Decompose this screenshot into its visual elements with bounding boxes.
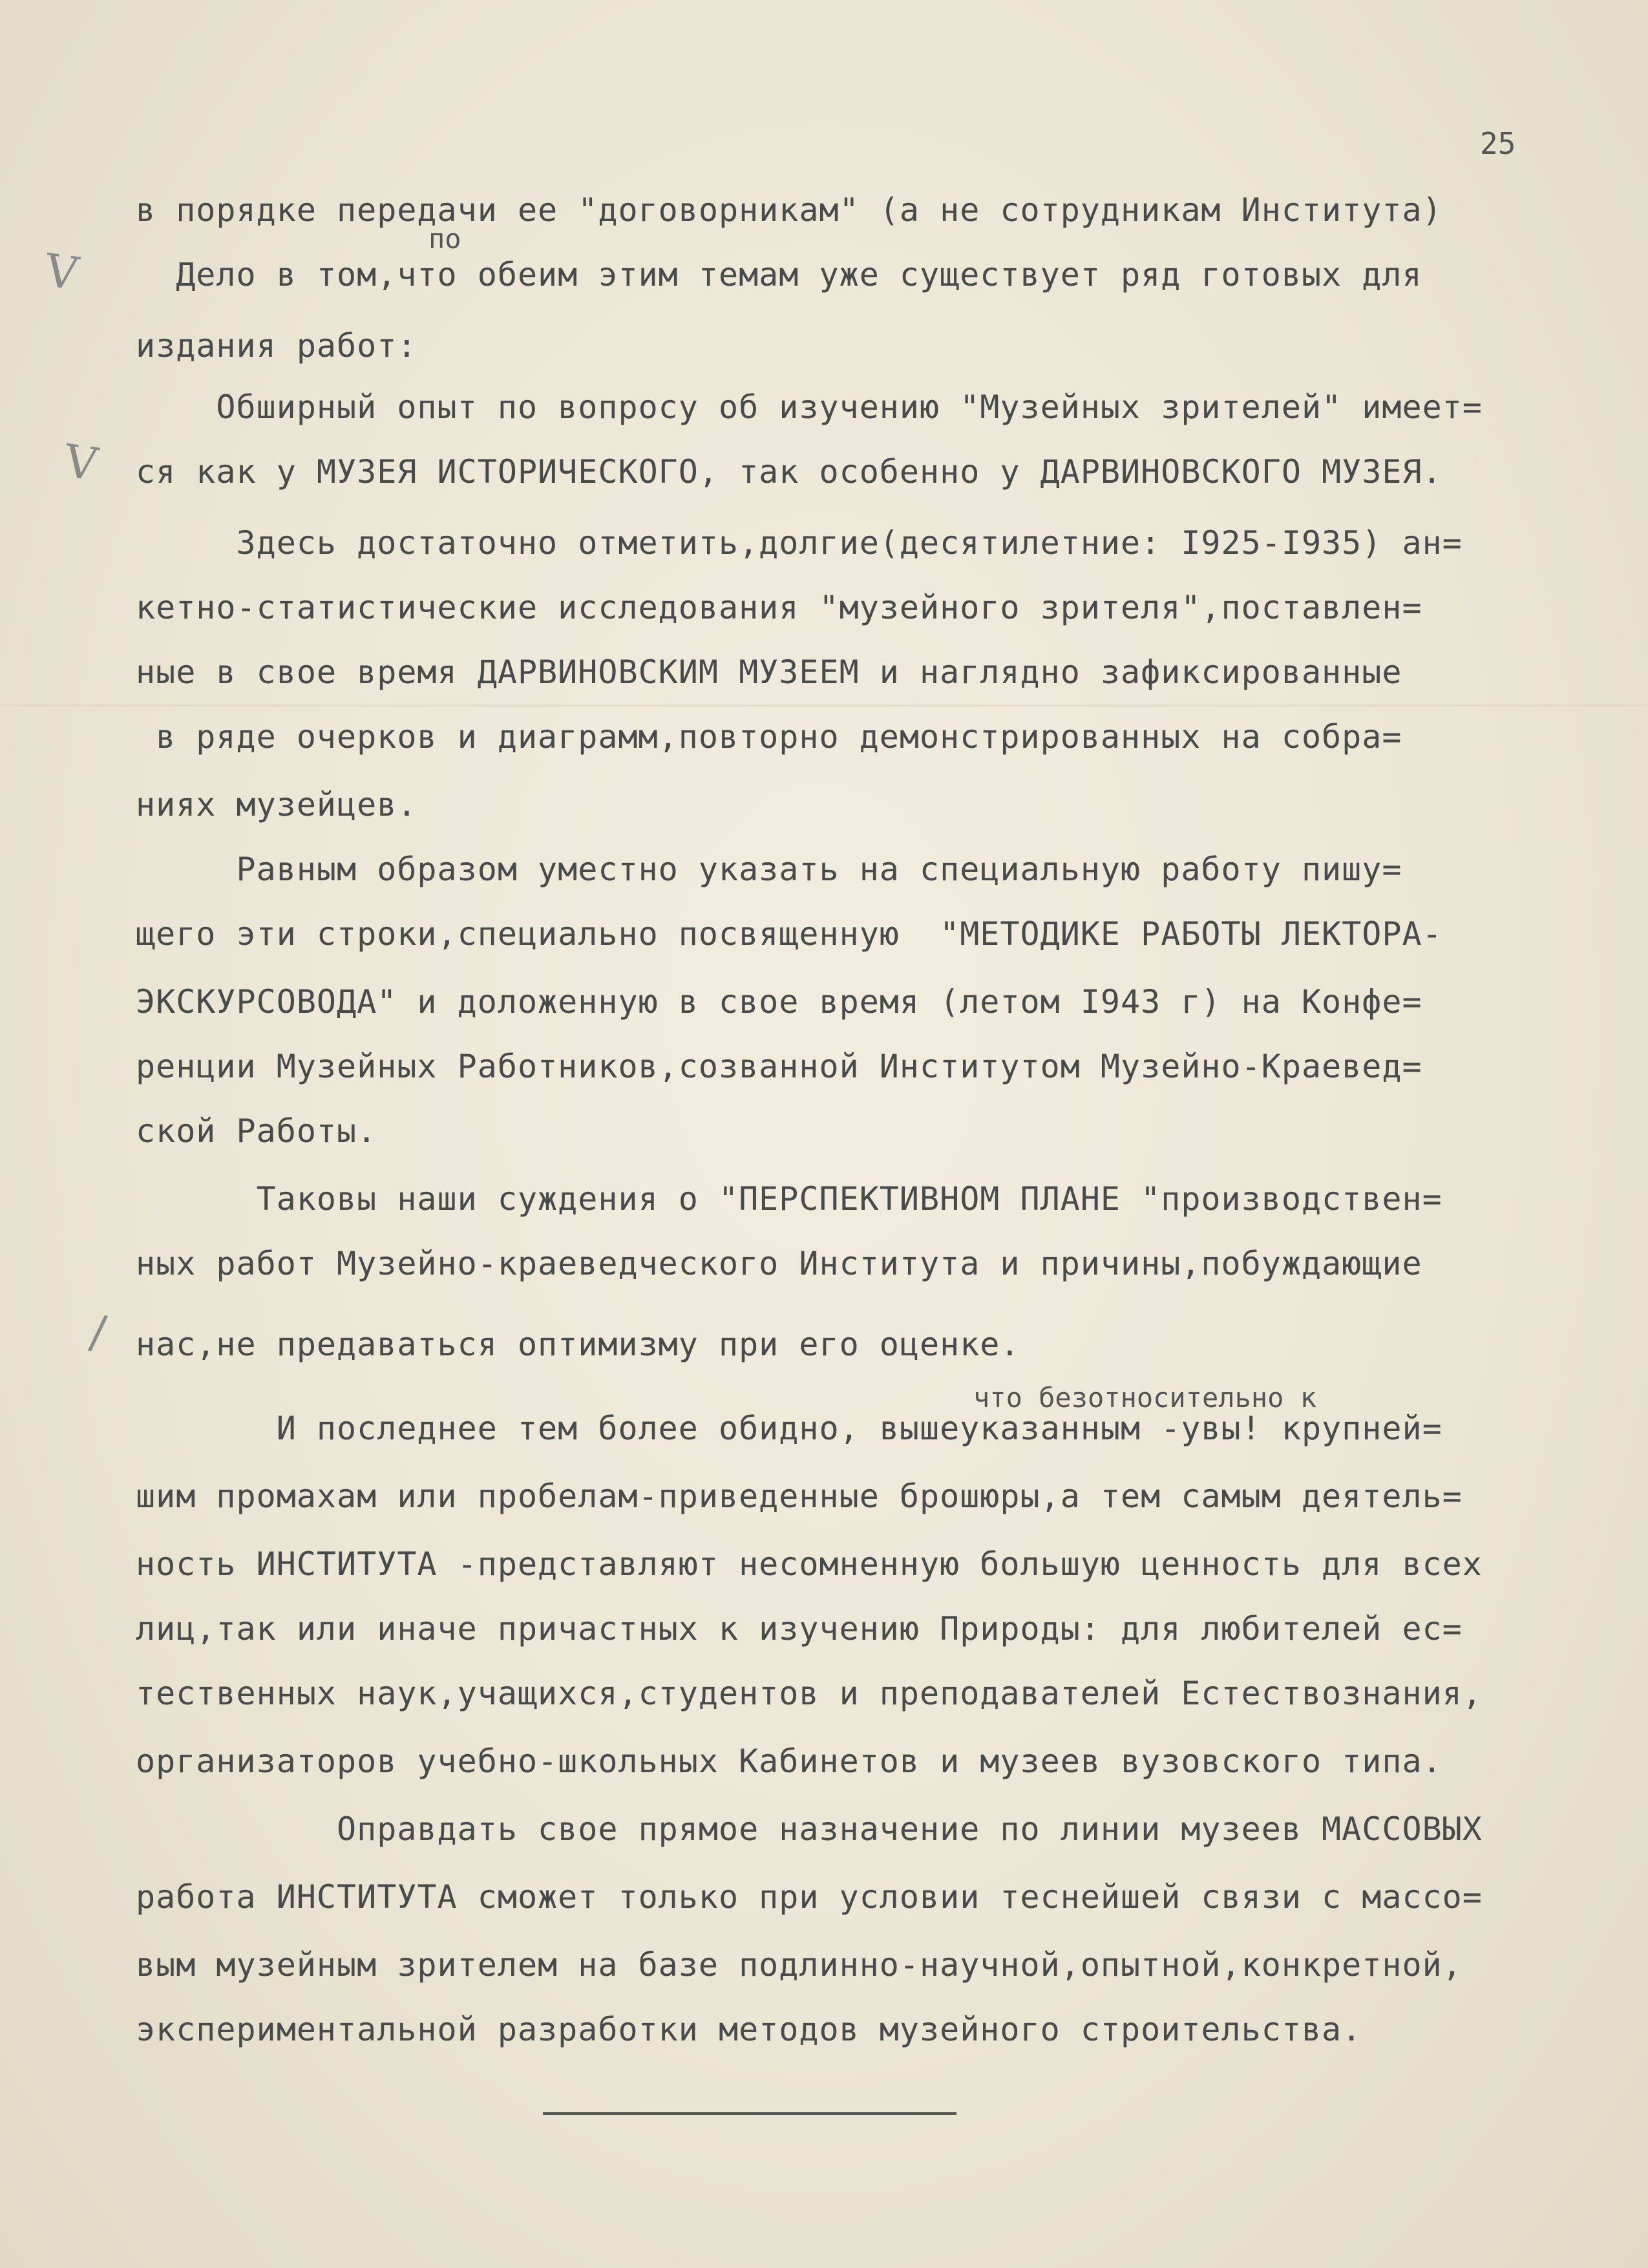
text-line: экспериментальной разработки методов музейного строительства. (136, 2011, 1362, 2048)
text-line: издания работ: (136, 327, 417, 365)
text-line: вым музейным зрителем на базе подлинно-научной,опытной,конкретной, (136, 1946, 1463, 1984)
typed-insert-chto-bezotnositelno: что безотносительно к (973, 1382, 1317, 1414)
closing-rule (543, 2112, 956, 2115)
text-line: ся как у МУЗЕЯ ИСТОРИЧЕСКОГО, так особенно у ДАРВИНОВСКОГО МУЗЕЯ. (136, 453, 1442, 491)
page-number: 25 (1480, 126, 1516, 161)
paper-fold (0, 705, 1648, 708)
text-line: шим промахам или пробелам-приведенные брошюры,а тем самым деятель= (136, 1478, 1463, 1515)
text-line: ской Работы. (136, 1112, 377, 1150)
text-line: Таковы наши суждения о "ПЕРСПЕКТИВНОМ ПЛАНЕ "производствен= (136, 1180, 1442, 1218)
text-line: работа ИНСТИТУТА сможет только при условии теснейшей связи с массо= (136, 1878, 1483, 1916)
text-line: лиц,так или иначе причастных к изучению Природы: для любителей ес= (136, 1610, 1463, 1648)
margin-check-mark: V (41, 243, 82, 301)
text-line: Оправдать свое прямое назначение по линии музеев МАССОВЫХ (136, 1810, 1483, 1848)
text-line: ЭКСКУРСОВОДА" и доложенную в свое время (летом I943 г) на Конфе= (136, 983, 1422, 1021)
text-line: ниях музейцев. (136, 786, 417, 823)
text-line: Обширный опыт по вопросу об изучению "Музейных зрителей" имеет= (136, 388, 1483, 426)
text-line: организаторов учебно-школьных Кабинетов и музеев вузовского типа. (136, 1743, 1442, 1780)
text-line: ренции Музейных Работников,созванной Институтом Музейно-Краевед= (136, 1048, 1422, 1085)
text-line: тественных наук,учащихся,студентов и преподавателей Естествознания, (136, 1675, 1483, 1712)
text-line: Дело в том,что обеим этим темам уже существует ряд готовых для (136, 256, 1422, 293)
text-line: в порядке передачи ее "договорникам" (а не сотрудникам Института) (136, 191, 1442, 229)
text-line: ные в свое время ДАРВИНОВСКИМ МУЗЕЕМ и наглядно зафиксированные (136, 653, 1402, 691)
text-line: в ряде очерков и диаграмм,повторно демонстрированных на собра= (136, 718, 1402, 756)
margin-check-mark: V (61, 434, 101, 492)
text-line: ность ИНСТИТУТА -представляют несомненную большую ценность для всех (136, 1545, 1483, 1583)
text-line: ных работ Музейно-краеведческого Института и причины,побуждающие (136, 1245, 1422, 1282)
text-line: Здесь достаточно отметить,долгие(десятилетние: I925-I935) ан= (136, 524, 1463, 562)
text-line: И последнее тем более обидно, вышеуказанным -увы! крупней= (136, 1410, 1442, 1447)
handwritten-insert-po: по (428, 223, 461, 255)
text-line: кетно-статистические исследования "музейного зрителя",поставлен= (136, 589, 1422, 626)
text-line: нас,не предаваться оптимизму при его оценке. (136, 1326, 1020, 1363)
margin-pencil-mark: / (87, 1304, 110, 1360)
text-line: Равным образом уместно указать на специальную работу пишу= (136, 851, 1402, 888)
text-line: щего эти строки,специально посвященную "МЕТОДИКЕ РАБОТЫ ЛЕКТОРА- (136, 915, 1442, 953)
